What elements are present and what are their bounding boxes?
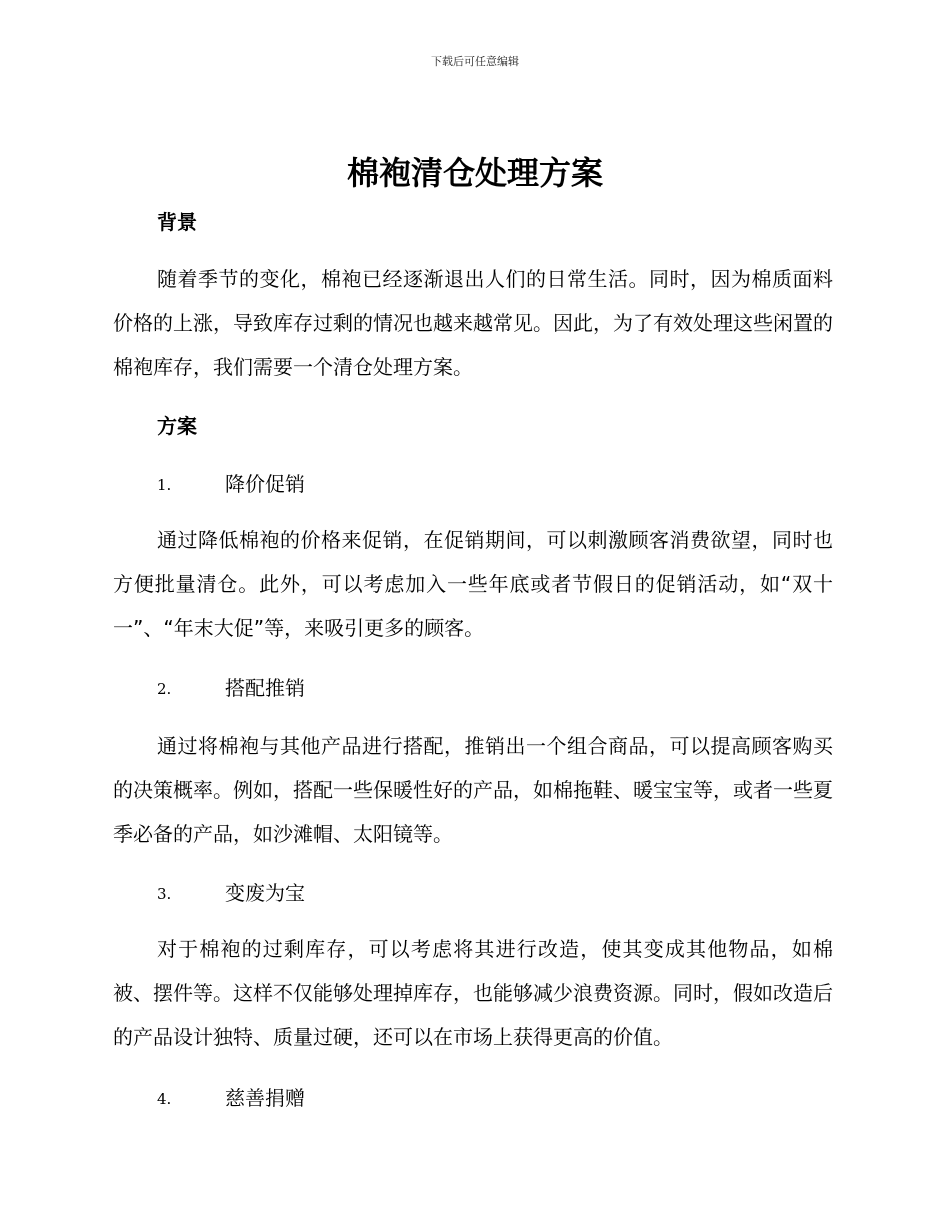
- list-item-2: [0, 673, 950, 703]
- list-label: 慈善捐赠: [225, 1086, 305, 1110]
- list-number: 2.: [157, 680, 172, 698]
- header-note: 下载后可任意编辑: [431, 55, 519, 68]
- document-title: 棉袍清仓处理方案: [346, 154, 603, 192]
- background-paragraph: 随着季节的变化，棉袍已经逐渐退出人们的日常生活。同时，因为棉质面料价格的上涨，导致库存过剩的情况也越来越常见。因此，为了有效处理这些闲置的棉袍库存，我们需要一个清仓处理方案。: [113, 267, 833, 379]
- list-item-1: [0, 469, 950, 499]
- list-number: 3.: [157, 885, 172, 903]
- list-number: 4.: [157, 1090, 172, 1108]
- list-item-3: [0, 878, 950, 908]
- plan-paragraph-3: 对于棉袍的过剩库存，可以考虑将其进行改造，使其变成其他物品，如棉被、摆件等。这样不仅能够处理掉库存，也能够减少浪费资源。同时，假如改造后的产品设计独特、质量过硬，还可以在市场上获得更高的价值。: [113, 937, 833, 1049]
- list-number: 1.: [157, 476, 172, 494]
- list-item-4: [0, 1083, 950, 1113]
- section-heading-background: 背景: [157, 210, 197, 234]
- list-label: 降价促销: [225, 472, 305, 496]
- plan-paragraph-2: 通过将棉袍与其他产品进行搭配，推销出一个组合商品，可以提高顾客购买的决策概率。例如，搭配一些保暖性好的产品，如棉拖鞋、暖宝宝等，或者一些夏季必备的产品，如沙滩帽、太阳镜等。: [113, 734, 833, 846]
- plan-paragraph-1: 通过降低棉袍的价格来促销，在促销期间，可以刺激顾客消费欲望，同时也方便批量清仓。此外，可以考虑加入一些年底或者节假日的促销活动，如“双十一”、“年末大促”等，来吸引更多的顾客。: [113, 528, 833, 640]
- section-heading-plan: 方案: [157, 414, 197, 438]
- list-label: 搭配推销: [225, 676, 305, 700]
- list-label: 变废为宝: [225, 881, 305, 905]
